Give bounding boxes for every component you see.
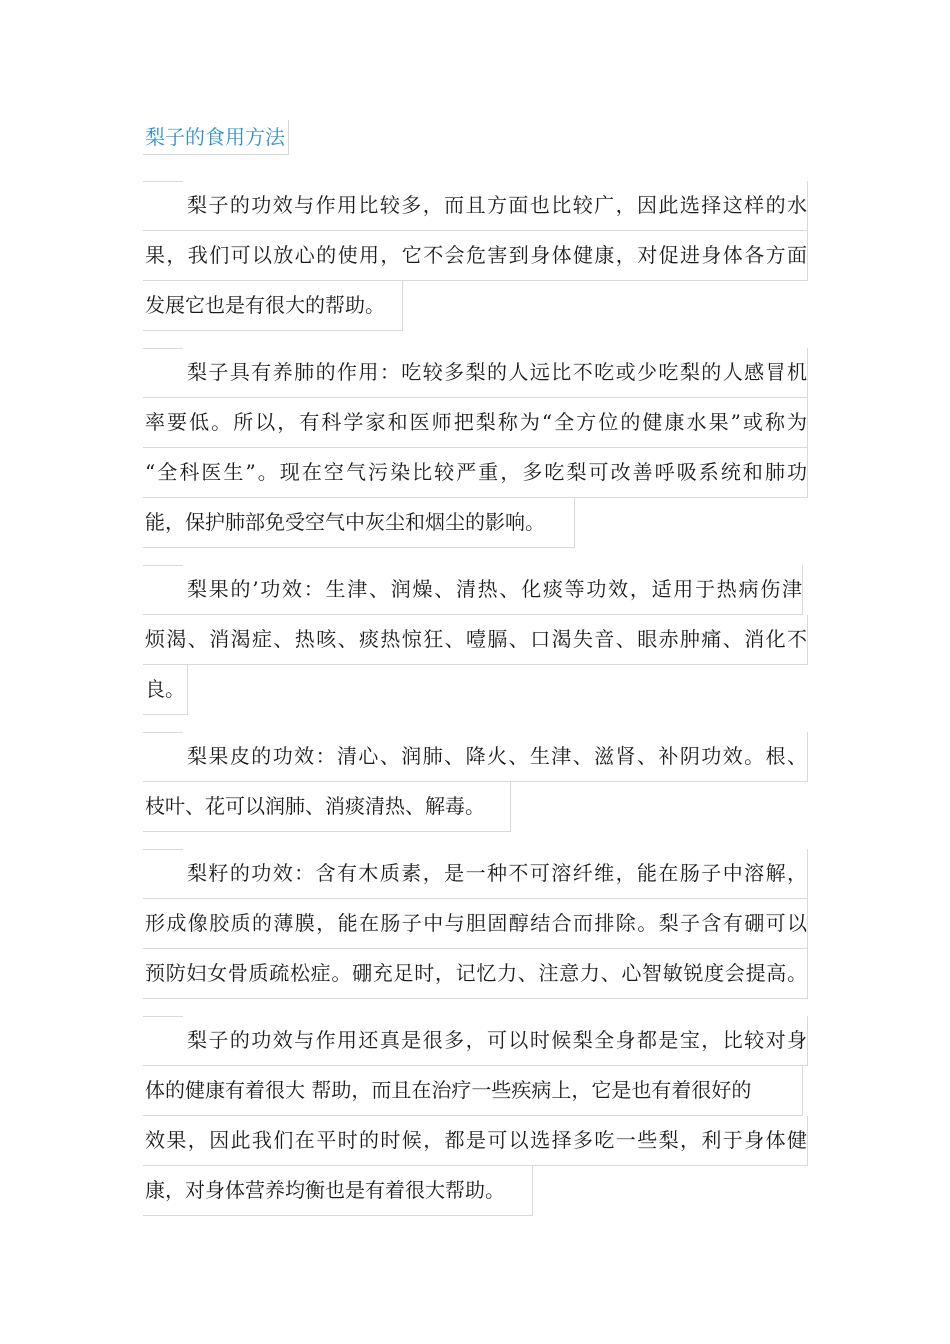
paragraph-line: 果，我们可以放心的使用，它不会危害到身体健康，对促进身体各方面 bbox=[143, 231, 808, 281]
paragraph-5 bbox=[143, 849, 808, 999]
paragraph-line: 体的健康有着很大 帮助，而且在治疗一些疾病上，它是也有着很好的 bbox=[143, 1066, 803, 1116]
paragraph-line: 发展它也是有很大的帮助。 bbox=[143, 281, 403, 331]
paragraph-line: 梨子的功效与作用还真是很多，可以时候梨全身都是宝，比较对身 bbox=[143, 1016, 808, 1066]
paragraph-line: 预防妇女骨质疏松症。硼充足时，记忆力、注意力、心智敏锐度会提高。 bbox=[143, 949, 808, 999]
paragraph-line: 率要低。所以，有科学家和医师把梨称为“全方位的健康水果”或称为 bbox=[143, 398, 808, 448]
paragraph-line: 烦渴、消渴症、热咳、痰热惊狂、噎膈、口渴失音、眼赤肿痛、消化不 bbox=[143, 615, 808, 665]
paragraph-line: 康，对身体营养均衡也是有着很大帮助。 bbox=[143, 1166, 533, 1216]
paragraph-line: 梨子的功效与作用比较多，而且方面也比较广，因此选择这样的水 bbox=[143, 181, 808, 231]
paragraph-line: 枝叶、花可以润肺、消痰清热、解毒。 bbox=[143, 782, 511, 832]
paragraph-line: 梨果的’功效：生津、润燥、清热、化痰等功效，适用于热病伤津 bbox=[143, 565, 803, 615]
document-title: 梨子的食用方法 bbox=[143, 120, 289, 155]
paragraph-6 bbox=[143, 1016, 808, 1216]
paragraph-line: 良。 bbox=[143, 665, 188, 715]
paragraph-2 bbox=[143, 348, 808, 548]
paragraph-3 bbox=[143, 565, 808, 715]
paragraph-line: 梨果皮的功效：清心、润肺、降火、生津、滋肾、补阴功效。根、 bbox=[143, 732, 808, 782]
paragraph-line: “全科医生”。现在空气污染比较严重，多吃梨可改善呼吸系统和肺功 bbox=[143, 448, 808, 498]
paragraph-1 bbox=[143, 181, 808, 331]
paragraph-4 bbox=[143, 732, 808, 832]
paragraph-line: 梨籽的功效：含有木质素，是一种不可溶纤维，能在肠子中溶解， bbox=[143, 849, 808, 899]
paragraph-line: 效果，因此我们在平时的时候，都是可以选择多吃一些梨，利于身体健 bbox=[143, 1116, 808, 1166]
paragraph-line: 形成像胶质的薄膜，能在肠子中与胆固醇结合而排除。梨子含有硼可以 bbox=[143, 899, 808, 949]
paragraph-line: 能，保护肺部免受空气中灰尘和烟尘的影响。 bbox=[143, 498, 575, 548]
paragraph-line: 梨子具有养肺的作用：吃较多梨的人远比不吃或少吃梨的人感冒机 bbox=[143, 348, 808, 398]
